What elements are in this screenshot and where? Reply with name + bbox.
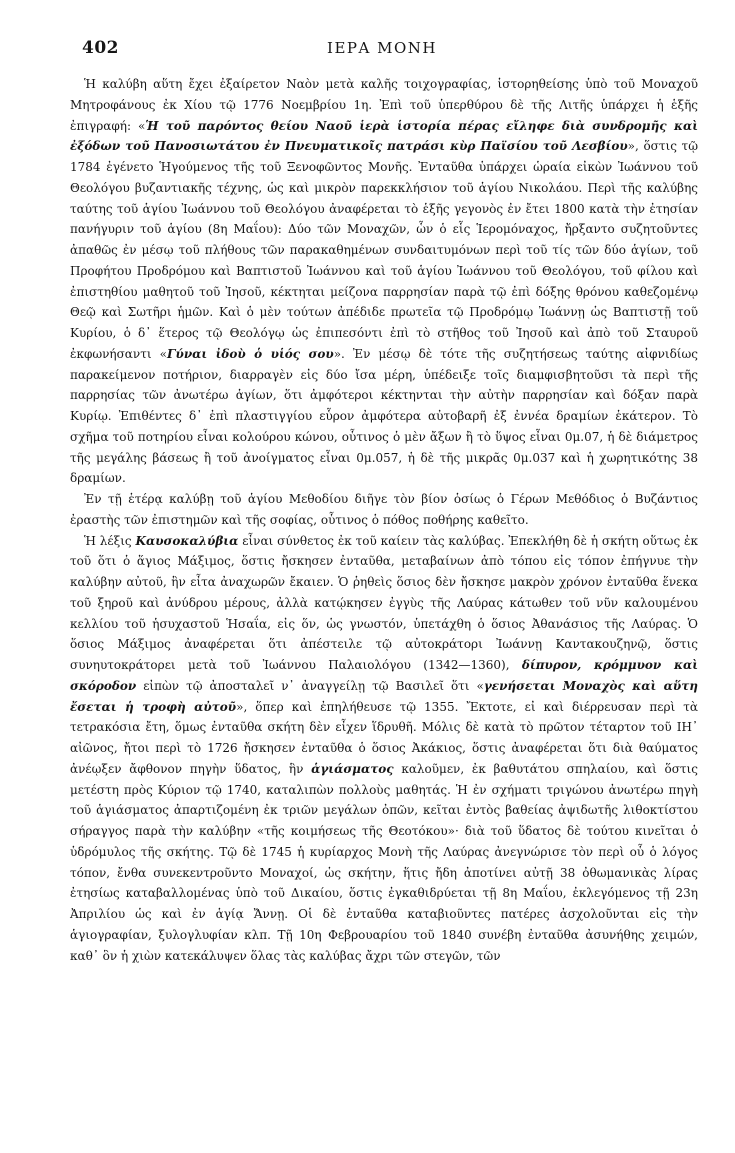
emphasis-text: Γύναι ἰδοὺ ὁ υἱός σου — [166, 346, 334, 361]
page-number: 402 — [82, 38, 119, 58]
page-header — [82, 38, 682, 62]
body-text — [70, 74, 698, 966]
emphasis-text: Ἡ τοῦ παρόντος θείου Ναοῦ ἱερὰ ἱστορία πέρας εἴληφε διὰ συνδρομῆς καὶ ἐξόδων τοῦ Πανοσιωτάτου ἐν Πνευματικοῖς πατράσι κὺρ Παϊσίου τοῦ Λεσβίου — [70, 118, 698, 154]
emphasis-text: δίπυρον, κρόμμυον καὶ σκόροδον — [70, 658, 699, 693]
text-run: καλοῦμεν, ἐκ βαθυτάτου σπηλαίου, καὶ ὅστις μετέστη πρὸς Κύριον τῷ 1740, καταλιπὼν πολλοὺς μαθητάς. Ἡ ἐν σχήματι τριγώνου ἀνωτέρω πηγὴ τοῦ ἁγιάσματος ἀπαρτιζομένη ἐκ τριῶν μεγάλων ὀπῶν, κεῖται ἐντὸς βαθείας ἀψιδωτῆς λιθοκτίστου σήραγγος παρὰ τὴν καλύβην «τῆς κοιμήσεως τῆς Θεοτόκου»· διὰ τοῦ ὕδατος δὲ τούτου κινεῖται ὁ ὑδρόμυλος τῆς σκήτης. Τῷ δὲ 1745 ἡ κυρίαρχος Μονὴ τῆς Λαύρας ἀνεγνώρισε τὸν περὶ οὗ ὁ λόγος τόπον, ἔνθα συνεκεντροῦντο Μοναχοί, ὡς σκήτην, ἥτις ἤδη ἀποτίνει αὐτῇ 38 ὀθωμανικὰς λίρας ἐτησίως καταβαλλομένας ὑπὸ τοῦ Δικαίου, ὅστις ἐγκαθιδρύεται τῇ 8η Μαΐου, ἐκλεγόμενος τῇ 23η Ἀπριλίου ὡς καὶ ἐν ἁγίᾳ Ἄννῃ. Οἱ δὲ ἐνταῦθα καταβιοῦντες πατέρες ἀσχολοῦνται εἰς τὴν ἁγιογραφίαν, ξυλογλυφίαν κλπ. Τῇ 10η Φεβρουαρίου τοῦ 1840 συνέβη ἐνταῦθα ἀσυνήθης χειμών, καθ᾽ ὃν ἡ χιὼν κατεκάλυψεν ὅλας τὰς καλύβας ἄχρι τῶν στεγῶν, τῶν — [70, 761, 698, 963]
emphasis-text: Καυσοκαλύβια — [135, 533, 239, 548]
text-run: εἶναι σύνθετος ἐκ τοῦ καίειν τὰς καλύβας. Ἐπεκλήθη δὲ ἡ σκήτη οὕτως ἐκ τοῦ ὅτι ὁ ἅγιος Μάξιμος, ὅστις ἤσκησεν ἐνταῦθα, μεταβαίνων ἀπὸ τόπου εἰς τόπον ἐπήγνυε τὴν καλύβην αὐτοῦ, ἣν εἶτα ἀναχωρῶν ἔκαιεν. Ὁ ῥηθεὶς ὅσιος δὲν ἤσκησε μακρὸν χρόνον ἐνταῦθα ἕνεκα τοῦ ξηροῦ καὶ ἀνύδρου μέρους, ἀλλὰ κατῴκησεν ἐγγὺς τῆς Λαύρας κάτωθεν τοῦ νῦν καλουμένου κελλίου τοῦ ἡσυχαστοῦ Ἡσαΐα, εἰς ὅν, ὡς γνωστόν, ὑπετάχθη ὁ ὅσιος Ἀθανάσιος τῆς Λαύρας. Ὁ ὅσιος Μάξιμος ἀναφέρεται ὅτι ἀπέστειλε τῷ αὐτοκράτορι Ἰωάννῃ Καντακουζηνῷ, ὅστις συνηυτοκράτορει μετὰ τοῦ Ἰωάννου Παλαιολόγου (1342—1360), — [70, 533, 698, 672]
running-head: ΙΕΡΑ ΜΟΝΗ — [327, 39, 437, 57]
emphasis-text: ἁγιάσματος — [311, 761, 394, 776]
text-run: ». Ἐν μέσῳ δὲ τότε τῆς συζητήσεως ταύτης αἰφνιδίως παρακείμενον ποτήριον, διαρραγὲν εἰς δύο ἴσα μέρη, ὑπέδειξε τοῖς διαμφισβητοῦσι τὰ περὶ τῆς παρρησίας τῶν ἀνωτέρω ἁγίων, ὅτι ἀμφότεροι κέκτηνται τὴν αὐτὴν παρρησίαν καὶ δόξαν παρὰ Κυρίῳ. Ἐπιθέντες δ᾽ ἐπὶ πλαστιγγίου εὗρον ἀμφότερα αὐτοβαρῆ ἐξ ἐννέα δραμίων ἑκάτερον. Τὸ σχῆμα τοῦ ποτηρίου εἶναι κολούρου κώνου, οὗτινος ὁ μὲν ἄξων ἢ τὸ ὕψος εἶναι 0μ.07, ἡ δὲ διάμετρος τῆς μεγάλης βάσεως ἢ τοῦ ἀνοίγματος εἶναι 0μ.057, ἡ δὲ τῆς μικρᾶς 0μ.037 καὶ ἡ χωρητικότης 38 δραμίων. — [70, 346, 699, 486]
emphasis-text: γενήσεται Μοναχὸς καὶ αὕτη ἔσεται ἡ τροφὴ αὐτοῦ — [70, 678, 698, 714]
text-run: Ἐν τῇ ἑτέρᾳ καλύβῃ τοῦ ἁγίου Μεθοδίου διῆγε τὸν βίον ὁσίως ὁ Γέρων Μεθόδιος ὁ Βυζάντιος ἐραστὴς τῶν ἐπιστημῶν καὶ τῆς σοφίας, οὗτινος ὁ πόθος ποθήρης καθεῖτο. — [70, 492, 698, 527]
paragraph-3 — [70, 531, 698, 967]
text-run: Ἡ καλύβη αὕτη ἔχει ἐξαίρετον Ναὸν μετὰ καλῆς τοιχογραφίας, ἱστορηθείσης ὑπὸ τοῦ Μοναχοῦ Μητροφάνους ἐκ Χίου τῷ 1776 Νοεμβρίου 1η. Ἐπὶ τοῦ ὑπερθύρου δὲ τῆς Λιτῆς ὑπάρχει ἡ ἑξῆς ἐπιγραφή: « — [70, 77, 698, 133]
text-run: », ὅπερ καὶ ἐπηλήθευσε τῷ 1355. Ἔκτοτε, εἰ καὶ διέρρευσαν περὶ τὰ τετρακόσια ἔτη, ὅμως ἐνταῦθα σκήτη δὲν εἶχεν ἵδρυθῆ. Μόλις δὲ κατὰ τὸ πρῶτον τέταρτον τοῦ ΙΗ᾽ αἰῶνος, ἤτοι περὶ τὸ 1726 ἤσκησεν ἐνταῦθα ὁ ὅσιος Ἀκάκιος, ὅστις ἀναφέρεται ὅτι διὰ θαύματος ἀνέῳξεν ἄφθονον πηγὴν ὕδατος, ἣν — [70, 699, 698, 776]
paragraph-2 — [70, 489, 698, 531]
text-run: », ὅστις τῷ 1784 ἐγένετο Ἡγούμενος τῆς τοῦ Ξενοφῶντος Μονῆς. Ἐνταῦθα ὑπάρχει ὡραία εἰκὼν Ἰωάννου τοῦ Θεολόγου βυζαντιακῆς τέχνης, ὡς καὶ μικρὸν παρεκκλήσιον τοῦ ἁγίου Νικολάου. Περὶ τῆς καλύβης ταύτης τοῦ ἁγίου Ἰωάννου τοῦ Θεολόγου ἀναφέρεται τὸ ἑξῆς γεγονὸς ἐν ἔτει 1800 κατὰ τὴν ἐτησίαν πανήγυριν τοῦ ἁγίου (8η Μαΐου): Δύο τῶν Μοναχῶν, ὧν ὁ εἷς Ἱερομόναχος, ἤρξαντο συζητοῦντες ἀπαθῶς ἐν μέσῳ τοῦ πλήθους τῶν παρακαθημένων συνδαιτυμόνων περὶ τοῦ τίς τῶν δύο ἁγίων, τοῦ Προφήτου Προδρόμου καὶ Βαπτιστοῦ Ἰωάννου καὶ τοῦ ἁγίου Ἰωάννου τοῦ Θεολόγου, τοῦ φίλου καὶ ἐπιστηθίου μαθητοῦ τοῦ Ἰησοῦ, κέκτηται μείζονα παρρησίαν παρὰ τῷ ἐπὶ δόξης θρόνου καθεζομένῳ Θεῷ καὶ Σωτῆρι ἡμῶν. Καὶ ὁ μὲν τούτων ἀπέδιδε πρωτεῖα τῷ Προδρόμῳ Ἰωάννῃ ὡς Βαπτιστῇ τοῦ Κυρίου, ὁ δ᾽ ἕτερος τῷ Θεολόγῳ ὡς ἐπιπεσόντι ἐπὶ τὸ στῆθος τοῦ Ἰησοῦ καὶ ἀπὸ τοῦ Σταυροῦ ἐκφωνήσαντι « — [70, 139, 698, 361]
text-run: εἰπὼν τῷ ἀποσταλεῖ ν᾽ ἀναγγείλῃ τῷ Βασιλεῖ ὅτι « — [136, 678, 484, 693]
paragraph-1 — [70, 74, 698, 489]
text-run: Ἡ λέξις — [84, 533, 136, 548]
